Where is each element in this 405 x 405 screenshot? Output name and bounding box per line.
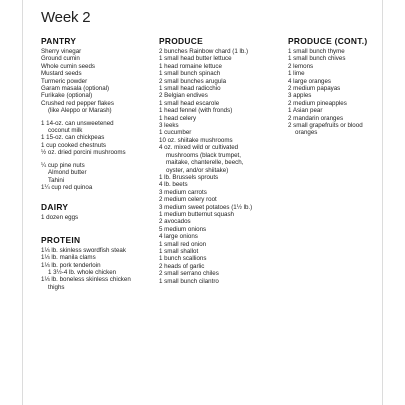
list-item: 1 small bunch chives: [288, 55, 346, 63]
list-item-continued: (like Aleppo or Marash): [48, 107, 112, 115]
list-item: 1⅓ lb. boneless skinless chicken: [41, 276, 131, 284]
list-item: 1 head celery: [159, 114, 197, 122]
list-item: 1 small bunch thyme: [288, 48, 345, 55]
list-item: Crushed red pepper flakes: [41, 99, 114, 107]
list-item: 1 small head radicchio: [159, 85, 221, 93]
list-item: 2 bunches Rainbow chard (1 lb.): [159, 48, 249, 55]
list-item: 1 medium butternut squash: [159, 210, 234, 218]
list-item: 2 heads of garlic: [159, 262, 205, 270]
list-item: Sherry vinegar: [41, 48, 82, 55]
list-item-continued: mushrooms (black trumpet,: [166, 151, 241, 159]
list-item: 5 medium onions: [159, 225, 207, 233]
list-item: 1 cucumber: [159, 129, 192, 137]
list-item: Furikake (optional): [41, 92, 93, 100]
list-item: 1 small red onion: [159, 240, 207, 248]
list-item-continued: Tahini: [48, 176, 65, 184]
list-item: 1 Asian pear: [288, 107, 323, 115]
list-item: 1 bunch scallions: [159, 255, 207, 263]
list-item: 1 small bunch spinach: [159, 70, 221, 78]
pantry-list-1: [41, 48, 159, 115]
list-item: 3 apples: [288, 92, 312, 100]
list-item: 1 small head butter lettuce: [159, 55, 232, 63]
list-item-continued: maitake, chanterelle, beech,: [166, 159, 244, 167]
list-item: Whole cumin seeds: [41, 62, 95, 70]
list-item: 1 head fennel (with fronds): [159, 107, 233, 115]
list-item-continued: coconut milk: [48, 127, 83, 135]
list-item: 1 15-oz. can chickpeas: [41, 134, 105, 142]
list-item: 1 small bunch cilantro: [159, 277, 219, 285]
list-item: 1 lime: [288, 70, 305, 78]
list-item: ½ oz. dried porcini mushrooms: [41, 149, 126, 157]
list-item: 2 medium pineapples: [288, 99, 347, 107]
list-item: 1⅓ lb. pork tenderloin: [41, 261, 101, 269]
list-item: Mustard seeds: [41, 70, 82, 78]
pantry-list-2: [41, 120, 159, 157]
list-item: 2 lemons: [288, 62, 314, 70]
list-item: 1 lb. Brussels sprouts: [159, 173, 219, 181]
list-item: 1¼ cup red quinoa: [41, 183, 93, 191]
list-item-continued: oyster, and/or shiitake): [166, 166, 229, 174]
list-item: 1 head romaine lettuce: [159, 62, 222, 70]
list-item: 4 oz. mixed wild or cultivated: [159, 144, 239, 152]
list-item: 4 lb. beets: [159, 181, 188, 189]
list-item-continued: thighs: [48, 283, 65, 291]
page-edge-left: [22, 0, 23, 405]
list-item: 3 leeks: [159, 122, 179, 130]
list-item: 4 large oranges: [288, 77, 331, 85]
page-title: Week 2: [41, 9, 91, 26]
produce-cont-list: [288, 48, 388, 137]
list-item: 2 medium papayas: [288, 85, 341, 93]
list-item: 2 small serrano chiles: [159, 270, 219, 278]
list-item-continued: oranges: [295, 129, 318, 137]
list-item: 2 small bunches arugula: [159, 77, 227, 85]
list-item: Turmeric powder: [41, 77, 88, 85]
protein-list: [41, 247, 159, 291]
list-item: 1 3½-4 lb. whole chicken: [48, 268, 117, 276]
list-item: 2 medium celery root: [159, 196, 217, 204]
list-item: 3 medium sweet potatoes (1½ lb.): [159, 203, 253, 211]
list-item: Ground cumin: [41, 55, 80, 63]
list-item: 2 avocados: [159, 218, 191, 226]
list-item: 2 mandarin oranges: [288, 114, 344, 122]
list-item: 1⅓ lb. manila clams: [41, 254, 96, 262]
protein-heading: PROTEIN: [41, 234, 81, 245]
list-item: 1 dozen eggs: [41, 214, 79, 222]
produce-cont-column: [288, 36, 388, 137]
list-item: ¼ cup pine nuts: [41, 161, 85, 169]
produce-column: [159, 36, 284, 285]
produce-cont-heading: PRODUCE (CONT.): [288, 36, 368, 46]
list-item: 3 medium carrots: [159, 188, 207, 196]
list-item: 4 large onions: [159, 233, 198, 241]
dairy-heading: DAIRY: [41, 202, 69, 213]
pantry-heading: PANTRY: [41, 36, 77, 46]
list-item: 1 14-oz. can unsweetened: [41, 119, 114, 127]
list-item-continued: Almond butter: [48, 169, 87, 177]
list-item: Garam masala (optional): [41, 85, 110, 93]
pantry-list-3: [41, 162, 159, 192]
produce-heading: PRODUCE: [159, 36, 203, 46]
list-item: 10 oz. shiitake mushrooms: [159, 136, 233, 144]
list-item: 2 small grapefruits or blood: [288, 122, 363, 130]
list-item: 1⅓ lb. skinless swordfish steak: [41, 246, 126, 254]
list-item: 1 small shallot: [159, 247, 199, 255]
pantry-column: [41, 36, 159, 291]
list-item: 2 Belgian endives: [159, 92, 208, 100]
list-item: 1 cup cooked chestnuts: [41, 141, 107, 149]
produce-list: [159, 48, 284, 285]
dairy-list: [41, 214, 159, 221]
list-item: 1 small head escarole: [159, 99, 220, 107]
